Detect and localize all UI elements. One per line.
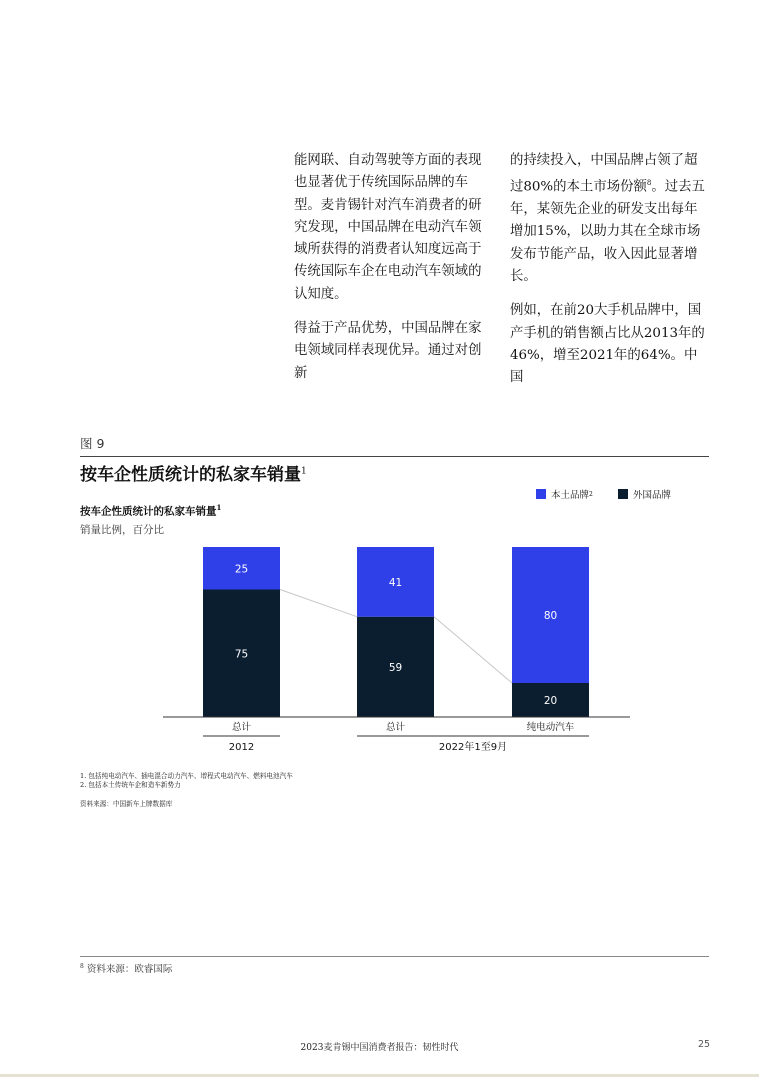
footnote-ref: 8 bbox=[646, 179, 652, 188]
report-title-footer: 2023麦肯锡中国消费者报告：韧性时代 bbox=[300, 1043, 459, 1053]
chart-source: 资料来源：中国新车上牌数据库 bbox=[80, 800, 173, 808]
category-label: 总计 bbox=[385, 722, 406, 733]
figure-label: 图 9 bbox=[80, 436, 105, 451]
group-label: 2012 bbox=[228, 742, 255, 753]
chart-notes bbox=[80, 772, 293, 790]
paragraph-text: 的持续投入，中国品牌占领了超过80%的本土市场份额 bbox=[510, 153, 698, 195]
note-2: 2. 包括本土传统车企和造车新势力 bbox=[80, 781, 181, 789]
chart-title-text: 按车企性质统计的私家车销量 bbox=[80, 505, 217, 518]
figure-title-sup: 1 bbox=[301, 466, 307, 477]
legend-label-foreign: 外国品牌 bbox=[633, 490, 672, 501]
connector-line bbox=[280, 590, 357, 617]
legend-label-domestic: 本土品牌 bbox=[551, 490, 590, 501]
data-label-foreign: 59 bbox=[388, 661, 403, 674]
chart-unit: 销量比例，百分比 bbox=[80, 524, 164, 536]
data-label-foreign: 75 bbox=[234, 648, 249, 661]
paragraph: 例如，在前20大手机品牌中，国产手机的销售额占比从2013年的46%，增至2021年的64%。中国 bbox=[510, 303, 705, 386]
chart-title-sup: 1 bbox=[216, 503, 222, 512]
group-label: 2022年1至9月 bbox=[438, 742, 508, 753]
footnote-number: 8 bbox=[80, 962, 84, 970]
data-label-domestic: 41 bbox=[388, 576, 403, 589]
paragraph: 得益于产品优势，中国品牌在家电领域同样表现优异。通过对创新 bbox=[294, 321, 482, 381]
footnote-text: 资料来源：欧睿国际 bbox=[86, 964, 173, 975]
category-label: 总计 bbox=[231, 722, 252, 733]
paragraph: 能网联、自动驾驶等方面的表现也显著优于传统国际品牌的车型。麦肯锡针对汽车消费者的研究发现，中国品牌在电动汽车领域所获得的消费者认知度远高于传统国际车企在电动汽车领域的认知度。 bbox=[294, 153, 482, 302]
paragraph-text: 。过去五年，某领先企业的研发支出每年增加15%，以助力其在全球市场发布节能产品，收入因此显著增长。 bbox=[510, 179, 705, 284]
connector-line bbox=[434, 617, 512, 683]
legend-sup: 2 bbox=[589, 490, 593, 498]
category-label: 纯电动汽车 bbox=[526, 722, 575, 733]
data-label-domestic: 25 bbox=[234, 563, 249, 576]
page-number: 25 bbox=[698, 1039, 711, 1050]
page-footnote bbox=[80, 961, 172, 975]
note-1: 1. 包括纯电动汽车、插电混合动力汽车、增程式电动汽车、燃料电池汽车 bbox=[80, 772, 293, 780]
data-label-domestic: 80 bbox=[543, 610, 558, 622]
footnote-divider bbox=[80, 956, 709, 957]
figure-title-text: 按车企性质统计的私家车销量 bbox=[80, 465, 301, 485]
data-label-foreign: 20 bbox=[543, 695, 558, 707]
